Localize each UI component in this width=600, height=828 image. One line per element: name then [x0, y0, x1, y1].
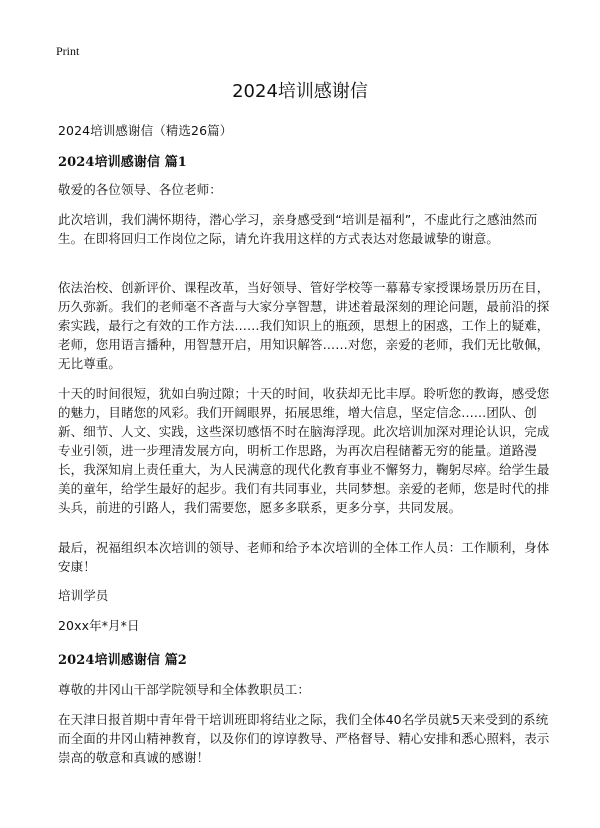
letter1-paragraph-4: 最后，祝福组织本次培训的领导、老师和给予本次培训的全体工作人员：工作顺利，身体安康！ [58, 540, 550, 574]
letter1-paragraph-3: 十天的时间很短，犹如白驹过隙；十天的时间，收获却无比丰厚。聆听您的教诲，感受您的魅力，目睹您的风彩。我们开阔眼界，拓展思维，增大信息，坚定信念……团队、创新、细节、人文、实践，这些深切感悟不时在脑海浮现。此次培训加深对理论认识，完成专业引领，进一步理清发展方向，明析工作思路，为再次启程储蓄无穷的能量。道路漫长，我深知肩上责任重大，为人民满意的现代化教育事业不懈努力，鞠躬尽瘁。给学生最美的童年，给学生最好的起步。我们有共同事业，共同梦想。亲爱的老师，您是时代的排头兵，前进的引路人，我们需要您，愿多多联系，更多分享，共同发展。 [58, 386, 550, 515]
letter2-paragraph-1: 在天津日报首期中青年骨干培训班即将结业之际，我们全体40名学员就5天来受到的系统而全面的井冈山精神教育，以及你们的谆谆教导、严格督导、精心安排和悉心照料，表示崇高的敬意和真诚的感谢！ [58, 712, 550, 765]
letter2-heading: 2024培训感谢信 篇2 [58, 653, 187, 668]
letter1-greeting: 敬爱的各位领导、各位老师： [58, 182, 222, 197]
document-subtitle: 2024培训感谢信（精选26篇） [58, 123, 233, 138]
letter2-greeting: 尊敬的井冈山干部学院领导和全体教职员工： [58, 682, 311, 697]
print-link[interactable]: Print [56, 44, 80, 58]
letter1-date: 20xx年*月*日 [58, 618, 140, 633]
letter1-signature: 培训学员 [58, 588, 109, 603]
letter1-heading: 2024培训感谢信 篇1 [58, 155, 187, 170]
page-title: 2024培训感谢信 [232, 81, 368, 102]
letter1-paragraph-1: 此次培训，我们满怀期待，潜心学习，亲身感受到“培训是福利”，不虚此行之感油然而生。在即将回归工作岗位之际，请允许我用这样的方式表达对您最诚挚的谢意。 [58, 212, 538, 246]
letter1-paragraph-2: 依法治校、创新评价、课程改革，当好领导、管好学校等一幕幕专家授课场景历历在目，历久弥新。我们的老师毫不吝啬与大家分享智慧，讲述着最深刻的理论问题，最前沿的探索实践，最行之有效的工作方法……我们知识上的瓶颈，思想上的困惑，工作上的疑难，老师，您用语言播种，用智慧开启，用知识解答……对您，亲爱的老师，我们无比敬佩，无比尊重。 [58, 280, 550, 371]
